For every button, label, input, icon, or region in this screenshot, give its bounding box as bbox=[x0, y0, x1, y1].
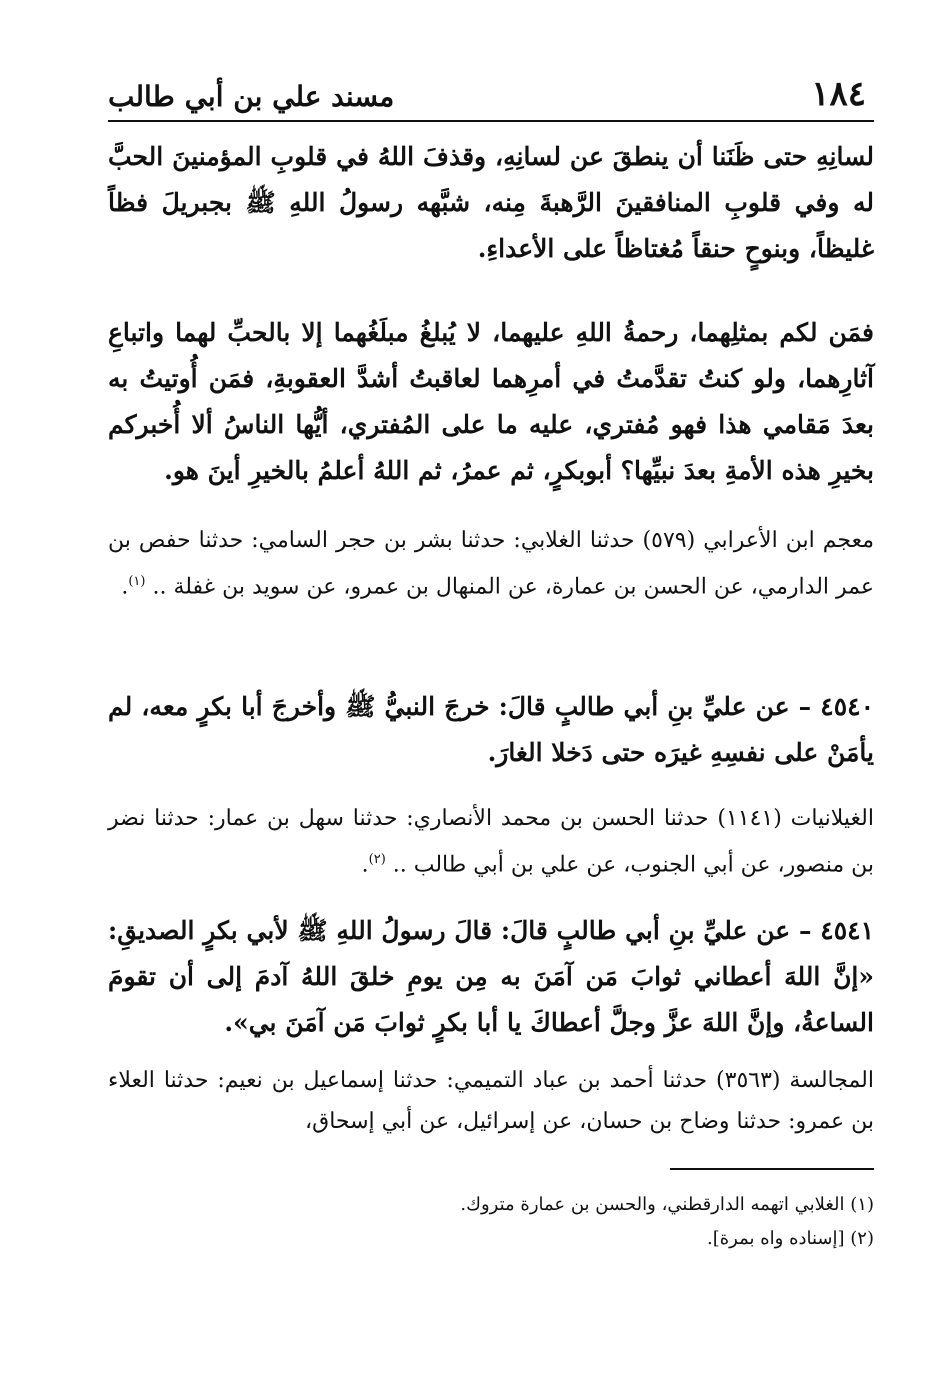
footnote-ref: (٢) bbox=[368, 852, 386, 867]
citation-text: معجم ابن الأعرابي (٥٧٩) حدثنا الغلابي: حدثنا بشر بن حجر السامي: حدثنا حفص بن عمر الدارمي، عن الحسن بن عمارة، عن المنهال بن عمرو، عن سويد بن غفلة .. bbox=[108, 528, 874, 600]
narration-paragraph bbox=[108, 310, 874, 494]
citation-tail: . bbox=[121, 574, 129, 600]
book-title: مسند علي بن أبي طالب bbox=[108, 80, 395, 113]
narration-continuation bbox=[108, 134, 874, 272]
source-citation bbox=[108, 520, 874, 607]
page-number: ١٨٤ bbox=[811, 74, 866, 114]
paragraph-text: فمَن لكم بمثلِهما، رحمةُ اللهِ عليهما، لا يُبلغُ مبلَغُهما إلا بالحبِّ لهما واتباعِ آثارِهما، ولو كنتُ تقدَّمتُ في أمرِهما لعاقبتُ أشدَّ العقوبةِ، فمَن أُوتيتُ به بعدَ مَقامي هذا فهو مُفتري، عليه ما على المُفتري، أيُّها الناسُ ألا أُخبركم بخيرِ هذه الأمةِ بعدَ نبيِّها؟ أبوبكرٍ، ثم عمرُ، ثم اللهُ أعلمُ بالخيرِ أينَ هو. bbox=[108, 318, 874, 485]
source-citation bbox=[108, 1060, 874, 1142]
source-citation bbox=[108, 798, 874, 885]
citation-tail: . bbox=[361, 852, 369, 878]
footnote-2: (٢) [إسناده واه بمرة]. bbox=[706, 1228, 874, 1249]
footnote-divider bbox=[670, 1168, 874, 1170]
hadith-4541 bbox=[108, 908, 874, 1046]
citation-text: المجالسة (٣٥٦٣) حدثنا أحمد بن عباد التميمي: حدثنا إسماعيل بن نعيم: حدثنا العلاء بن عمرو: حدثنا وضاح بن حسان، عن إسرائيل، عن أبي إسحاق، bbox=[108, 1068, 874, 1134]
page-header bbox=[108, 70, 874, 122]
footnote-ref: (١) bbox=[128, 574, 146, 589]
paragraph-text: لسانِهِ حتى ظَنَنا أن ينطقَ عن لسانِهِ، وقذفَ اللهُ في قلوبِ المؤمنينَ الحبَّ له وفي قلوبِ المنافقينَ الرَّهبةَ مِنه، شبَّهه رسولُ اللهِ ﷺ بجبريلَ فظاً غليظاً، وبنوحٍ حنقاً مُغتاظاً على الأعداءِ. bbox=[108, 142, 874, 263]
footnote-1: (١) الغلابي اتهمه الدارقطني، والحسن بن عمارة متروك. bbox=[460, 1194, 874, 1215]
citation-text: الغيلانيات (١١٤١) حدثنا الحسن بن محمد الأنصاري: حدثنا سهل بن عمار: حدثنا نضر بن منصور، عن أبي الجنوب، عن علي بن أبي طالب .. bbox=[108, 806, 874, 878]
hadith-4540 bbox=[108, 684, 874, 776]
footnotes bbox=[108, 1188, 874, 1256]
hadith-text: ٤٥٤١ – عن عليِّ بنِ أبي طالبٍ قالَ: قالَ رسولُ اللهِ ﷺ لأبي بكرٍ الصديقِ: «إنَّ اللهَ أعطاني ثوابَ مَن آمَنَ به مِن يومِ خلقَ اللهُ آدمَ إلى أن تقومَ الساعةُ، وإنَّ اللهَ عزَّ وجلَّ أعطاكَ يا أبا بكرٍ ثوابَ مَن آمَنَ بي». bbox=[108, 916, 874, 1037]
hadith-text: ٤٥٤٠ – عن عليِّ بنِ أبي طالبٍ قالَ: خرجَ النبيُّ ﷺ وأخرجَ أبا بكرٍ معه، لم يأمَنْ على نفسِهِ غيرَه حتى دَخلا الغارَ. bbox=[108, 692, 874, 767]
